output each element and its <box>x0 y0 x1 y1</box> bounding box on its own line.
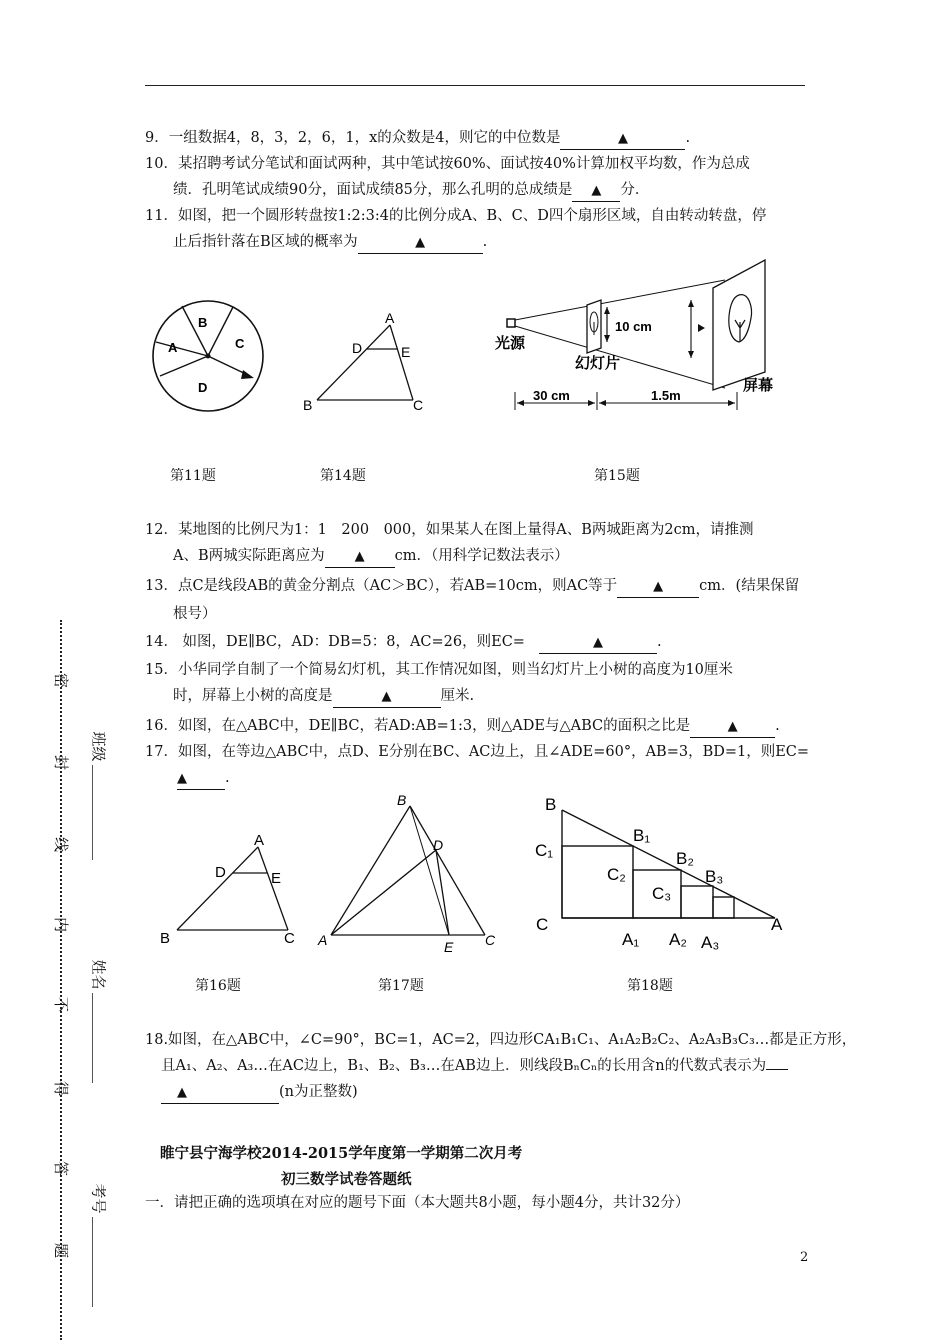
svg-text:E: E <box>401 344 411 360</box>
label-b: B <box>198 315 208 330</box>
header-rule <box>145 85 805 86</box>
figure-11-spinner <box>150 300 270 412</box>
svg-text:屏幕: 屏幕 <box>743 377 774 394</box>
answer-blank[interactable]: ▲ <box>572 180 620 202</box>
label-d: D <box>198 380 208 395</box>
svg-text:幻灯片: 幻灯片 <box>575 355 621 372</box>
svg-text:1.5m: 1.5m <box>651 388 681 403</box>
answer-blank[interactable]: ▲ <box>325 546 395 568</box>
answer-blank-part1[interactable] <box>766 1069 788 1070</box>
page-number: 2 <box>800 1250 809 1265</box>
svg-text:C: C <box>485 932 496 948</box>
svg-text:A₃: A₃ <box>701 933 720 952</box>
svg-text:C₂: C₂ <box>607 865 626 884</box>
svg-text:C: C <box>536 915 549 934</box>
seal-char: 题 <box>52 1242 71 1259</box>
question-13: 13．点C是线段AB的黄金分割点（AC＞BC），若AB=10cm，则AC等于 ▲ cm．(结果保留 根号） <box>145 578 800 622</box>
svg-text:A: A <box>318 932 328 948</box>
seal-char: 不 <box>52 996 71 1013</box>
square-3 <box>681 886 713 918</box>
svg-text:C₁: C₁ <box>535 841 554 860</box>
question-9: 9．一组数据4，8，3，2，6，1，x的众数是4，则它的中位数是 ▲ . <box>145 128 690 150</box>
answer-blank[interactable]: ▲ <box>560 128 685 150</box>
svg-text:B₂: B₂ <box>676 849 694 868</box>
id-field-line[interactable] <box>92 1217 93 1307</box>
question-10: 10．某招聘考试分笔试和面试两种，其中笔试按60%、面试按40%计算加权平均数，作为总成 绩．孔明笔试成绩90分，面试成绩85分，那么孔明的总成绩是 ▲ 分． <box>145 154 750 202</box>
svg-text:D: D <box>352 340 363 356</box>
answer-blank[interactable]: ▲ <box>177 768 225 790</box>
answer-blank[interactable]: ▲ <box>358 232 483 254</box>
svg-text:A₁: A₁ <box>622 930 640 949</box>
answer-blank[interactable]: ▲ <box>333 686 441 708</box>
svg-text:B: B <box>303 397 313 413</box>
caption-15: 第15题 <box>594 468 640 484</box>
label-c: C <box>235 336 245 351</box>
svg-text:B₃: B₃ <box>705 867 724 886</box>
seal-dotted-line <box>60 620 62 1340</box>
svg-text:D: D <box>433 837 444 853</box>
seal-char: 线 <box>52 836 71 853</box>
figure-17-triangle <box>315 790 515 955</box>
class-field-line[interactable] <box>92 765 93 860</box>
caption-17: 第17题 <box>378 978 424 994</box>
seal-char: 密 <box>52 672 71 689</box>
svg-text:C: C <box>413 397 424 413</box>
svg-text:A: A <box>254 832 265 849</box>
answer-blank[interactable]: ▲ <box>539 632 657 654</box>
answer-blank-part2[interactable]: ▲ <box>161 1082 279 1104</box>
svg-text:30 cm: 30 cm <box>533 388 570 403</box>
seal-char: 答 <box>52 1160 71 1177</box>
svg-text:B: B <box>545 795 557 814</box>
figure-15-projector <box>495 260 795 415</box>
answer-blank[interactable]: ▲ <box>690 716 775 738</box>
svg-text:D: D <box>215 864 226 881</box>
light-source <box>507 319 515 327</box>
question-15: 15．小华同学自制了一个简易幻灯机，其工作情况如图，则当幻灯片上小树的高度为10厘米 时，屏幕上小树的高度是 ▲ 厘米. <box>145 660 733 708</box>
screen <box>713 260 765 390</box>
svg-text:A: A <box>385 310 395 326</box>
caption-16: 第16题 <box>195 978 241 994</box>
name-field-line[interactable] <box>92 993 93 1083</box>
svg-text:B: B <box>160 930 171 947</box>
class-field-label: 班级 <box>89 731 108 762</box>
answer-sheet-subtitle: 初三数学试卷答题纸 <box>281 1171 412 1188</box>
seal-char: 封 <box>52 754 71 771</box>
svg-text:光源: 光源 <box>495 335 526 352</box>
square-4 <box>713 897 734 918</box>
seal-char: 得 <box>52 1080 71 1097</box>
svg-text:E: E <box>271 870 282 887</box>
question-14: 14． 如图，DE∥BC，AD：DB=5：8，AC=26，则EC= ▲ . <box>145 632 662 654</box>
svg-text:E: E <box>444 939 454 955</box>
answer-sheet-title: 睢宁县宁海学校2014-2015学年度第一学期第二次月考 <box>160 1145 523 1162</box>
label-a: A <box>168 340 178 355</box>
svg-text:A₂: A₂ <box>669 930 687 949</box>
caption-14: 第14题 <box>320 468 366 484</box>
svg-text:B: B <box>397 792 407 808</box>
name-field-label: 姓名 <box>89 959 108 990</box>
svg-text:C₃: C₃ <box>652 884 672 903</box>
question-12: 12．某地图的比例尺为1：1 200 000，如果某人在图上量得A、B两城距离为2cm，请推测 A、B两城实际距离应为 ▲ cm．（用科学记数法表示） <box>145 520 753 568</box>
svg-text:C: C <box>284 930 295 947</box>
svg-text:10 cm: 10 cm <box>615 319 652 334</box>
question-16: 16．如图，在△ABC中，DE∥BC，若AD:AB=1:3，则△ADE与△ABC的面积之比是 ▲ . <box>145 716 780 738</box>
id-field-label: 考号 <box>89 1183 108 1214</box>
answer-blank[interactable]: ▲ <box>617 576 699 598</box>
figure-16-triangle <box>160 830 310 950</box>
section-1-instructions: 一．请把正确的选项填在对应的题号下面（本大题共8小题，每小题4分，共计32分） <box>145 1195 690 1211</box>
caption-11: 第11题 <box>170 468 216 484</box>
figure-14-triangle <box>300 305 440 415</box>
figure-18-squares <box>530 790 795 955</box>
question-11: 11．如图，把一个圆形转盘按1:2:3:4的比例分成A、B、C、D四个扇形区域，自由转动转盘，停 止后指针落在B区域的概率为 ▲ . <box>145 206 766 254</box>
question-18: 18.如图，在△ABC中，∠C=90°，BC=1，AC=2，四边形CA₁B₁C₁、A₁A₂B₂C₂、A₂A₃B₃C₃…都是正方形， 且A₁、A₂、A₃…在AC边上，B₁、B₂、B₃…在AB边上．则线段BₙCₙ的长用含n的代数式表示为 ▲ (n为正整数) <box>145 1030 856 1104</box>
seal-char: 内 <box>52 916 71 933</box>
question-17: 17．如图，在等边△ABC中，点D、E分别在BC、AC边上，且∠ADE=60°，AB=3，BD=1，则EC= ▲ . <box>145 742 809 790</box>
svg-text:A: A <box>771 915 783 934</box>
svg-text:B₁: B₁ <box>633 826 651 845</box>
caption-18: 第18题 <box>627 978 673 994</box>
